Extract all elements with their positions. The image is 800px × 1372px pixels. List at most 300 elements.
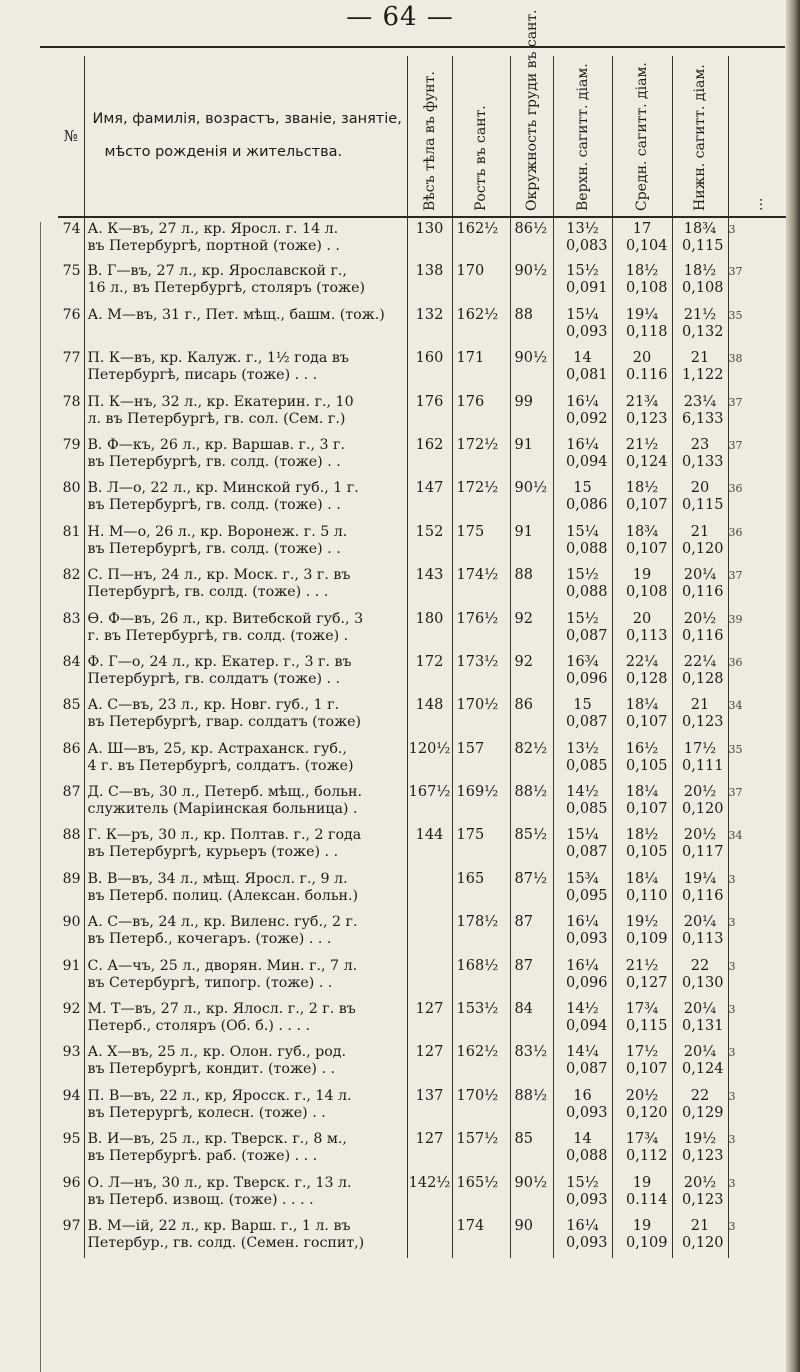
middle-diameter-ratio: 0,124 bbox=[625, 453, 668, 470]
upper-diameter-ratio: 0,087 bbox=[565, 844, 608, 861]
description-line2: въ Петербургѣ, гв. солд. (тоже) . . bbox=[87, 453, 341, 470]
lower-diameter-ratio: 0,128 bbox=[681, 670, 724, 687]
middle-diameter-value: 18¼ bbox=[625, 784, 659, 801]
edge-value: 3 bbox=[728, 868, 788, 911]
lower-diameter-value: 20½ bbox=[683, 1174, 717, 1191]
row-number: 92 bbox=[62, 1001, 81, 1018]
row-number: 87 bbox=[62, 784, 81, 801]
middle-diameter-value: 17¾ bbox=[625, 1131, 659, 1148]
description-line1: С. А—чъ, 25 л., дворян. Мин. г., 7 л. bbox=[87, 957, 358, 974]
weight-value bbox=[407, 911, 452, 954]
middle-diameter bbox=[612, 824, 672, 867]
lower-diameter bbox=[672, 868, 728, 911]
middle-diameter-value: 20½ bbox=[625, 1087, 659, 1104]
row-number: 77 bbox=[62, 350, 81, 367]
upper-diameter-ratio: 0,088 bbox=[565, 584, 608, 601]
chest-value: 87 bbox=[510, 911, 553, 954]
upper-diameter-value: 13½ bbox=[566, 740, 599, 757]
margin-line bbox=[40, 222, 41, 1372]
middle-diameter-ratio: 0,105 bbox=[625, 757, 668, 774]
table-row bbox=[58, 694, 788, 737]
lower-diameter-value: 17½ bbox=[683, 740, 717, 757]
person-description bbox=[84, 1128, 407, 1171]
upper-diameter bbox=[553, 391, 612, 434]
upper-diameter-ratio: 0,087 bbox=[565, 1061, 608, 1078]
table-row bbox=[58, 998, 788, 1041]
height-value: 170 bbox=[452, 260, 510, 303]
chest-value: 90½ bbox=[510, 1172, 553, 1215]
chest-value: 99 bbox=[510, 391, 553, 434]
weight-value: 138 bbox=[407, 260, 452, 303]
upper-diameter-value: 16¼ bbox=[566, 957, 599, 974]
lower-diameter-ratio: 0,123 bbox=[681, 714, 724, 731]
lower-diameter-ratio: 0,116 bbox=[681, 584, 724, 601]
middle-diameter-value: 18½ bbox=[625, 263, 659, 280]
lower-diameter-ratio: 0,115 bbox=[681, 238, 724, 254]
middle-diameter bbox=[612, 564, 672, 607]
table-row bbox=[58, 477, 788, 520]
middle-diameter-ratio: 0,108 bbox=[625, 584, 668, 601]
middle-diameter-value: 21¾ bbox=[625, 393, 659, 410]
edge-value: 3 bbox=[728, 1215, 788, 1258]
weight-value: 148 bbox=[407, 694, 452, 737]
middle-diameter-value: 18½ bbox=[625, 480, 659, 497]
edge-value: 3 bbox=[728, 955, 788, 998]
lower-diameter-value: 20½ bbox=[683, 610, 717, 627]
description-line2: л. въ Петербургѣ, гв. сол. (Сем. г.) bbox=[87, 410, 346, 427]
lower-diameter-value: 22¼ bbox=[683, 653, 717, 670]
weight-value: 144 bbox=[407, 824, 452, 867]
middle-diameter-ratio: 0,108 bbox=[625, 280, 668, 297]
upper-diameter bbox=[553, 998, 612, 1041]
middle-diameter bbox=[612, 217, 672, 260]
chest-value: 91 bbox=[510, 521, 553, 564]
upper-diameter bbox=[553, 304, 612, 347]
height-value: 162½ bbox=[452, 304, 510, 347]
upper-diameter-ratio: 0,096 bbox=[565, 670, 608, 687]
upper-diameter-value: 15¼ bbox=[566, 523, 599, 540]
row-number: 86 bbox=[62, 740, 81, 757]
chest-value: 88 bbox=[510, 564, 553, 607]
upper-diameter-value: 15½ bbox=[566, 263, 599, 280]
person-description bbox=[84, 260, 407, 303]
lower-diameter-value: 20¼ bbox=[683, 1001, 717, 1018]
description-line1: А. С—въ, 23 л., кр. Новг. губ., 1 г. bbox=[87, 697, 340, 714]
person-description bbox=[84, 608, 407, 651]
upper-diameter-ratio: 0,093 bbox=[565, 1104, 608, 1121]
upper-diameter bbox=[553, 217, 612, 260]
person-description bbox=[84, 1085, 407, 1128]
upper-diameter-ratio: 0,093 bbox=[565, 1234, 608, 1251]
height-value: 162½ bbox=[452, 217, 510, 260]
upper-diameter bbox=[553, 260, 612, 303]
upper-diameter bbox=[553, 1085, 612, 1128]
edge-value: 37 bbox=[728, 781, 788, 824]
edge-value: 36 bbox=[728, 521, 788, 564]
table-row bbox=[58, 868, 788, 911]
upper-diameter-ratio: 0,087 bbox=[565, 714, 608, 731]
person-description bbox=[84, 955, 407, 998]
lower-diameter-value: 22 bbox=[690, 1087, 710, 1104]
description-line1: В. Л—о, 22 л., кр. Минской губ., 1 г. bbox=[87, 480, 359, 497]
description-line1: П. К—нъ, 32 л., кр. Екатерин. г., 10 bbox=[87, 393, 354, 410]
header-lower-cell bbox=[672, 56, 728, 217]
height-value: 165 bbox=[452, 868, 510, 911]
middle-diameter bbox=[612, 911, 672, 954]
middle-diameter-value: 19 bbox=[632, 1174, 652, 1191]
table-row bbox=[58, 911, 788, 954]
edge-value: 3 bbox=[728, 998, 788, 1041]
middle-diameter-ratio: 0,112 bbox=[625, 1148, 668, 1165]
middle-diameter-ratio: 0,107 bbox=[625, 540, 668, 557]
upper-diameter bbox=[553, 738, 612, 781]
middle-diameter bbox=[612, 1172, 672, 1215]
middle-diameter-value: 21½ bbox=[625, 436, 659, 453]
middle-diameter bbox=[612, 1215, 672, 1258]
header-middle-cell bbox=[612, 56, 672, 217]
row-number: 94 bbox=[62, 1087, 81, 1104]
middle-diameter-ratio: 0,109 bbox=[625, 1234, 668, 1251]
description-line2: въ Петербургѣ, гв. солд. (тоже) . . bbox=[87, 540, 341, 557]
middle-diameter-ratio: 0.114 bbox=[625, 1191, 668, 1208]
header-upper-cell bbox=[553, 56, 612, 217]
lower-diameter-ratio: 0,115 bbox=[681, 497, 724, 514]
person-description bbox=[84, 911, 407, 954]
description-line1: А. С—въ, 24 л., кр. Виленс. губ., 2 г. bbox=[87, 914, 358, 931]
description-line1: Д. С—въ, 30 л., Петерб. мѣщ., больн. bbox=[87, 784, 362, 801]
description-line2: г. въ Петербургѣ, гв. солд. (тоже) . bbox=[87, 627, 349, 644]
middle-diameter-value: 20 bbox=[632, 610, 652, 627]
upper-diameter-value: 14¼ bbox=[566, 1044, 599, 1061]
description-line1: В. Г—въ, 27 л., кр. Ярославской г., bbox=[87, 263, 347, 280]
upper-diameter-value: 14½ bbox=[566, 784, 599, 801]
header-height-cell bbox=[452, 56, 510, 217]
lower-diameter-ratio: 6,133 bbox=[681, 410, 724, 427]
upper-diameter bbox=[553, 868, 612, 911]
chest-value: 92 bbox=[510, 608, 553, 651]
row-number: 96 bbox=[62, 1174, 81, 1191]
edge-value: 37 bbox=[728, 260, 788, 303]
upper-diameter-value: 16¼ bbox=[566, 914, 599, 931]
chest-value: 90 bbox=[510, 1215, 553, 1258]
height-value: 178½ bbox=[452, 911, 510, 954]
person-description bbox=[84, 217, 407, 260]
lower-diameter bbox=[672, 911, 728, 954]
description-line2: въ Петербургѣ. раб. (тоже) . . . bbox=[87, 1148, 318, 1165]
upper-diameter-value: 13½ bbox=[566, 221, 599, 237]
table-row bbox=[58, 1085, 788, 1128]
middle-diameter-value: 19¼ bbox=[625, 306, 659, 323]
upper-diameter-value: 14½ bbox=[566, 1001, 599, 1018]
person-description bbox=[84, 391, 407, 434]
table-row bbox=[58, 955, 788, 998]
height-value: 172½ bbox=[452, 434, 510, 477]
upper-diameter-ratio: 0,096 bbox=[565, 974, 608, 991]
description-line1: А. Х—въ, 25 л., кр. Олон. губ., род. bbox=[87, 1044, 347, 1061]
description-line2: въ Петербургѣ, кондит. (тоже) . . bbox=[87, 1061, 335, 1078]
height-value: 170½ bbox=[452, 694, 510, 737]
upper-diameter-value: 16¼ bbox=[566, 436, 599, 453]
middle-diameter-ratio: 0,127 bbox=[625, 974, 668, 991]
upper-diameter bbox=[553, 1128, 612, 1171]
header-rule bbox=[40, 46, 785, 48]
header-person-line1: Имя, фамилія, возрастъ, званіе, занятіе, bbox=[92, 111, 402, 127]
lower-diameter bbox=[672, 391, 728, 434]
lower-diameter-value: 21 bbox=[690, 697, 710, 714]
middle-diameter bbox=[612, 347, 672, 390]
person-description bbox=[84, 1215, 407, 1258]
middle-diameter bbox=[612, 1085, 672, 1128]
lower-diameter bbox=[672, 217, 728, 260]
lower-diameter bbox=[672, 477, 728, 520]
edge-value: 3 bbox=[728, 911, 788, 954]
height-value: 175 bbox=[452, 521, 510, 564]
upper-diameter-value: 16¾ bbox=[566, 653, 599, 670]
lower-diameter-value: 18½ bbox=[683, 263, 717, 280]
table-row bbox=[58, 304, 788, 347]
middle-diameter bbox=[612, 955, 672, 998]
middle-diameter bbox=[612, 521, 672, 564]
description-line2: Петербургѣ, гв. солдатъ (тоже) . . bbox=[87, 670, 341, 687]
edge-value: 38 bbox=[728, 347, 788, 390]
description-line1: В. В—въ, 34 л., мѣщ. Яросл. г., 9 л. bbox=[87, 870, 348, 887]
middle-diameter bbox=[612, 477, 672, 520]
middle-diameter bbox=[612, 260, 672, 303]
lower-diameter-value: 22 bbox=[690, 957, 710, 974]
upper-diameter bbox=[553, 564, 612, 607]
middle-diameter-value: 22¼ bbox=[625, 653, 659, 670]
person-description bbox=[84, 477, 407, 520]
chest-value: 90½ bbox=[510, 477, 553, 520]
upper-diameter-ratio: 0,095 bbox=[565, 887, 608, 904]
edge-value: 37 bbox=[728, 391, 788, 434]
chest-value: 85 bbox=[510, 1128, 553, 1171]
chest-value: 88 bbox=[510, 304, 553, 347]
description-line2: въ Петербургѣ, портной (тоже) . . bbox=[87, 238, 340, 254]
middle-diameter bbox=[612, 608, 672, 651]
weight-value: 180 bbox=[407, 608, 452, 651]
upper-diameter-ratio: 0,085 bbox=[565, 757, 608, 774]
header-weight: Вѣсъ тѣла въ фунт. bbox=[421, 71, 438, 211]
upper-diameter bbox=[553, 608, 612, 651]
description-line2: служитель (Маріинская больница) . bbox=[87, 801, 358, 818]
upper-diameter-ratio: 0,081 bbox=[565, 367, 608, 384]
person-description bbox=[84, 304, 407, 347]
height-value: 176 bbox=[452, 391, 510, 434]
chest-value: 85½ bbox=[510, 824, 553, 867]
upper-diameter bbox=[553, 694, 612, 737]
chest-value: 86 bbox=[510, 694, 553, 737]
description-line1: О. Л—нъ, 30 л., кр. Тверск. г., 13 л. bbox=[87, 1174, 352, 1191]
height-value: 176½ bbox=[452, 608, 510, 651]
height-value: 168½ bbox=[452, 955, 510, 998]
height-value: 157 bbox=[452, 738, 510, 781]
chest-value: 83½ bbox=[510, 1041, 553, 1084]
edge-value: 3 bbox=[728, 1128, 788, 1171]
upper-diameter-value: 15¾ bbox=[566, 870, 599, 887]
middle-diameter bbox=[612, 738, 672, 781]
middle-diameter-ratio: 0,128 bbox=[625, 670, 668, 687]
edge-value: 34 bbox=[728, 824, 788, 867]
lower-diameter-value: 20½ bbox=[683, 827, 717, 844]
edge-value: 37 bbox=[728, 564, 788, 607]
weight-value: 143 bbox=[407, 564, 452, 607]
header-lower: Нижн. сагитт. діам. bbox=[692, 64, 708, 211]
lower-diameter-ratio: 0,116 bbox=[681, 627, 724, 644]
header-height: Ростъ въ сант. bbox=[473, 105, 489, 211]
lower-diameter-ratio: 0,132 bbox=[681, 323, 724, 340]
row-number: 84 bbox=[62, 653, 81, 670]
table-row bbox=[58, 1128, 788, 1171]
row-number: 93 bbox=[62, 1044, 81, 1061]
middle-diameter-value: 19½ bbox=[625, 914, 659, 931]
lower-diameter bbox=[672, 608, 728, 651]
upper-diameter bbox=[553, 781, 612, 824]
table-row bbox=[58, 824, 788, 867]
description-line2: въ Петерб., кочегаръ. (тоже) . . . bbox=[87, 931, 332, 948]
lower-diameter-ratio: 0,133 bbox=[681, 453, 724, 470]
row-number: 78 bbox=[62, 393, 81, 410]
table-row bbox=[58, 391, 788, 434]
weight-value: 127 bbox=[407, 1041, 452, 1084]
upper-diameter-ratio: 0,086 bbox=[565, 497, 608, 514]
lower-diameter-ratio: 1,122 bbox=[681, 367, 724, 384]
row-number: 79 bbox=[62, 436, 81, 453]
middle-diameter bbox=[612, 694, 672, 737]
upper-diameter bbox=[553, 477, 612, 520]
table-row bbox=[58, 347, 788, 390]
edge-value: 37 bbox=[728, 434, 788, 477]
upper-diameter bbox=[553, 434, 612, 477]
middle-diameter-value: 17½ bbox=[625, 1044, 659, 1061]
chest-value: 87 bbox=[510, 955, 553, 998]
lower-diameter-ratio: 0,108 bbox=[681, 280, 724, 297]
lower-diameter-value: 20¼ bbox=[683, 914, 717, 931]
row-number: 75 bbox=[62, 263, 81, 280]
middle-diameter-value: 19 bbox=[632, 1217, 652, 1234]
middle-diameter bbox=[612, 651, 672, 694]
chest-value: 84 bbox=[510, 998, 553, 1041]
person-description bbox=[84, 738, 407, 781]
upper-diameter-value: 15½ bbox=[566, 610, 599, 627]
edge-value: 36 bbox=[728, 477, 788, 520]
lower-diameter bbox=[672, 1215, 728, 1258]
person-description bbox=[84, 694, 407, 737]
header-no: № bbox=[58, 56, 84, 217]
upper-diameter bbox=[553, 955, 612, 998]
edge-value: 35 bbox=[728, 304, 788, 347]
lower-diameter-value: 19½ bbox=[683, 1131, 717, 1148]
header-middle: Средн. сагитт. діам. bbox=[634, 62, 650, 211]
chest-value: 92 bbox=[510, 651, 553, 694]
lower-diameter bbox=[672, 304, 728, 347]
middle-diameter bbox=[612, 1041, 672, 1084]
table-row bbox=[58, 1041, 788, 1084]
upper-diameter-value: 14 bbox=[573, 350, 592, 367]
lower-diameter-ratio: 0,111 bbox=[681, 757, 724, 774]
height-value: 157½ bbox=[452, 1128, 510, 1171]
upper-diameter bbox=[553, 521, 612, 564]
weight-value bbox=[407, 1215, 452, 1258]
description-line1: Ѳ. Ф—въ, 26 л., кр. Витебской губ., 3 bbox=[87, 610, 364, 627]
description-line1: С. П—нъ, 24 л., кр. Моск. г., 3 г. въ bbox=[87, 567, 351, 584]
height-value: 174½ bbox=[452, 564, 510, 607]
weight-value: 130 bbox=[407, 217, 452, 260]
lower-diameter-value: 18¾ bbox=[683, 221, 717, 237]
weight-value: 142½ bbox=[407, 1172, 452, 1215]
middle-diameter-value: 19 bbox=[632, 567, 652, 584]
height-value: 170½ bbox=[452, 1085, 510, 1128]
lower-diameter-ratio: 0,117 bbox=[681, 844, 724, 861]
upper-diameter-ratio: 0,083 bbox=[565, 238, 608, 254]
description-line1: А. Ш—въ, 25, кр. Астраханск. губ., bbox=[87, 740, 347, 757]
row-number: 91 bbox=[62, 957, 81, 974]
lower-diameter bbox=[672, 998, 728, 1041]
middle-diameter bbox=[612, 391, 672, 434]
table-row bbox=[58, 608, 788, 651]
description-line2: Петербургѣ, писарь (тоже) . . . bbox=[87, 367, 318, 384]
middle-diameter-ratio: 0,113 bbox=[625, 627, 668, 644]
description-line1: Н. М—о, 26 л., кр. Воронеж. г. 5 л. bbox=[87, 523, 348, 540]
person-description bbox=[84, 347, 407, 390]
height-value: 165½ bbox=[452, 1172, 510, 1215]
middle-diameter-ratio: 0,115 bbox=[625, 1018, 668, 1035]
header-upper: Верхн. сагитт. діам. bbox=[574, 63, 591, 211]
middle-diameter-ratio: 0,123 bbox=[625, 410, 668, 427]
middle-diameter-value: 18¼ bbox=[625, 870, 659, 887]
row-number: 74 bbox=[62, 221, 81, 237]
lower-diameter bbox=[672, 1085, 728, 1128]
middle-diameter-ratio: 0,118 bbox=[625, 323, 668, 340]
middle-diameter bbox=[612, 1128, 672, 1171]
description-line1: П. В—въ, 22 л., кр, Яросск. г., 14 л. bbox=[87, 1087, 352, 1104]
description-line1: В. И—въ, 25 л., кр. Тверск. г., 8 м., bbox=[87, 1131, 347, 1148]
person-description bbox=[84, 1041, 407, 1084]
lower-diameter-ratio: 0,120 bbox=[681, 540, 724, 557]
weight-value bbox=[407, 868, 452, 911]
chest-value: 86½ bbox=[510, 217, 553, 260]
height-value: 162½ bbox=[452, 1041, 510, 1084]
weight-value: 132 bbox=[407, 304, 452, 347]
person-description bbox=[84, 868, 407, 911]
description-line2: въ Петербургѣ, курьеръ (тоже) . . bbox=[87, 844, 339, 861]
person-description bbox=[84, 521, 407, 564]
description-line2: Петербур., гв. солд. (Семен. госпит,) bbox=[87, 1234, 365, 1251]
person-description bbox=[84, 824, 407, 867]
weight-value bbox=[407, 955, 452, 998]
person-description bbox=[84, 434, 407, 477]
edge-value: 35 bbox=[728, 738, 788, 781]
upper-diameter-value: 14 bbox=[573, 1131, 592, 1148]
middle-diameter-ratio: 0,107 bbox=[625, 497, 668, 514]
upper-diameter-value: 16¼ bbox=[566, 1217, 599, 1234]
description-line1: А. М—въ, 31 г., Пет. мѣщ., башм. (тож.) bbox=[87, 306, 385, 323]
lower-diameter-ratio: 0,120 bbox=[681, 1234, 724, 1251]
table-row bbox=[58, 1215, 788, 1258]
upper-diameter bbox=[553, 824, 612, 867]
table-row bbox=[58, 781, 788, 824]
chest-value: 88½ bbox=[510, 1085, 553, 1128]
middle-diameter-ratio: 0,107 bbox=[625, 801, 668, 818]
lower-diameter-ratio: 0,129 bbox=[681, 1104, 724, 1121]
upper-diameter-ratio: 0,088 bbox=[565, 1148, 608, 1165]
lower-diameter bbox=[672, 738, 728, 781]
upper-diameter-ratio: 0,091 bbox=[565, 280, 608, 297]
header-person bbox=[84, 56, 407, 217]
lower-diameter-ratio: 0,124 bbox=[681, 1061, 724, 1078]
lower-diameter-value: 21½ bbox=[683, 306, 717, 323]
row-number: 95 bbox=[62, 1131, 81, 1148]
